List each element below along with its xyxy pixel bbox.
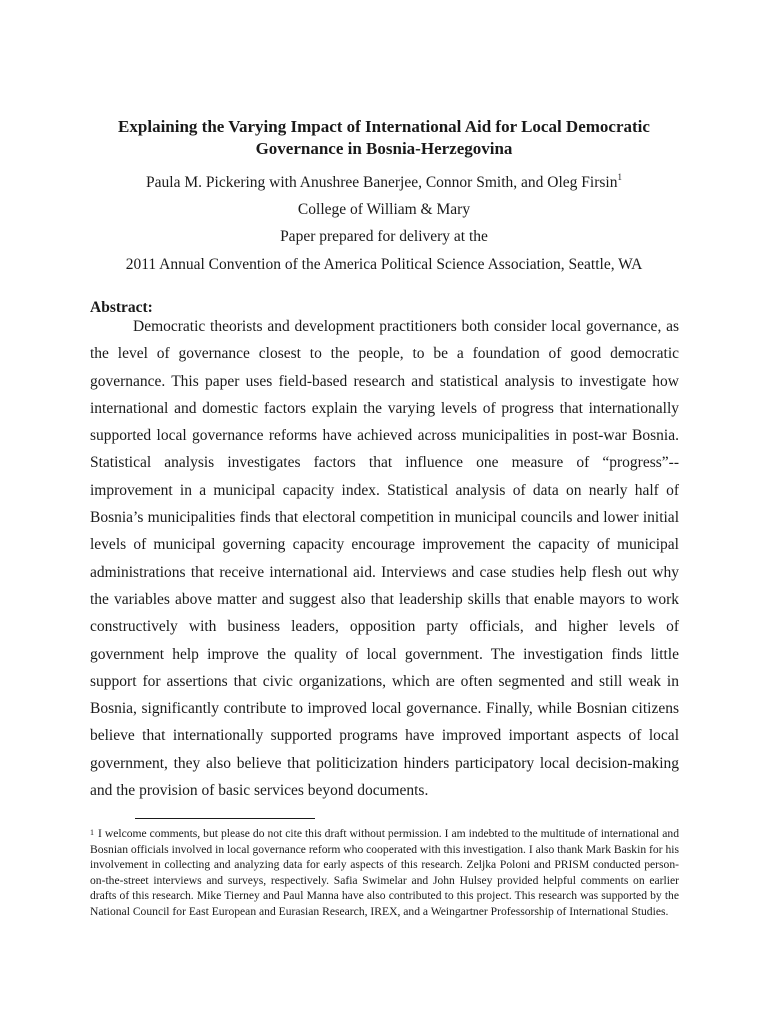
authors-text: Paula M. Pickering with Anushree Banerjee, Connor Smith, and Oleg Firsin <box>146 174 618 191</box>
abstract-heading: Abstract: <box>90 299 153 316</box>
footnote-reference: 1 <box>617 172 622 182</box>
author-line <box>90 174 678 192</box>
abstract-body: Democratic theorists and development practitioners both consider local governance, as the level of governance closest to the people, to be a foundation of good democratic governance. This paper uses field-based research and statistical analysis to investigate how international and domestic factors explain the varying levels of progress that internationally supported local governance reforms have achieved across municipalities in post-war Bosnia. Statistical analysis investigates factors that influence one measure of “progress”-- improvement in a municipal capacity index. Statistical analysis of data on nearly half of Bosnia’s municipalities finds that electoral competition in municipal councils and lower initial levels of municipal governing capacity encourage improvement the capacity of municipal administrations that receive international aid. Interviews and case studies help flesh out why the variables above matter and suggest also that leadership skills that enable mayors to work constructively with business leaders, opposition party officials, and higher levels of government help improve the quality of local government. The investigation finds little support for assertions that civic organizations, which are often segmented and still weak in Bosnia, significantly contribute to improved local governance. Finally, while Bosnian citizens believe that internationally supported programs have improved important aspects of local government, they also believe that politicization hinders participatory local decision-making and the provision of basic services beyond documents. <box>90 318 679 800</box>
paper-title <box>90 116 678 160</box>
prepared-note: Paper prepared for delivery at the <box>280 228 488 245</box>
footnote <box>90 826 679 919</box>
convention-line: 2011 Annual Convention of the America Political Science Association, Seattle, WA <box>125 256 643 273</box>
footnote-text: I welcome comments, but please do not cite this draft without permission. I am indebted to the multitude of international and Bosnian officials involved in local governance reform who cooperated with this investigation. I also thank Mark Baskin for his involvement in collecting and analyzing data for early aspects of this research. Zeljka Poloni and PRISM conducted person-on-the-street interviews and surveys, respectively. Safia Swimelar and John Hulsey provided helpful comments on earlier drafts of this research. Mike Tierney and Paul Manna have also contributed to this project. This research was supported by the National Council for East European and Eurasian Research, IREX, and a Weingartner Professorship of International Studies. <box>90 827 679 918</box>
affiliation: College of William & Mary <box>297 201 471 218</box>
title-line-1: Explaining the Varying Impact of International Aid for Local Democratic <box>118 117 650 136</box>
footnote-divider <box>135 818 315 819</box>
title-line-2: Governance in Bosnia-Herzegovina <box>255 139 513 158</box>
footnote-mark: 1 <box>90 828 94 837</box>
